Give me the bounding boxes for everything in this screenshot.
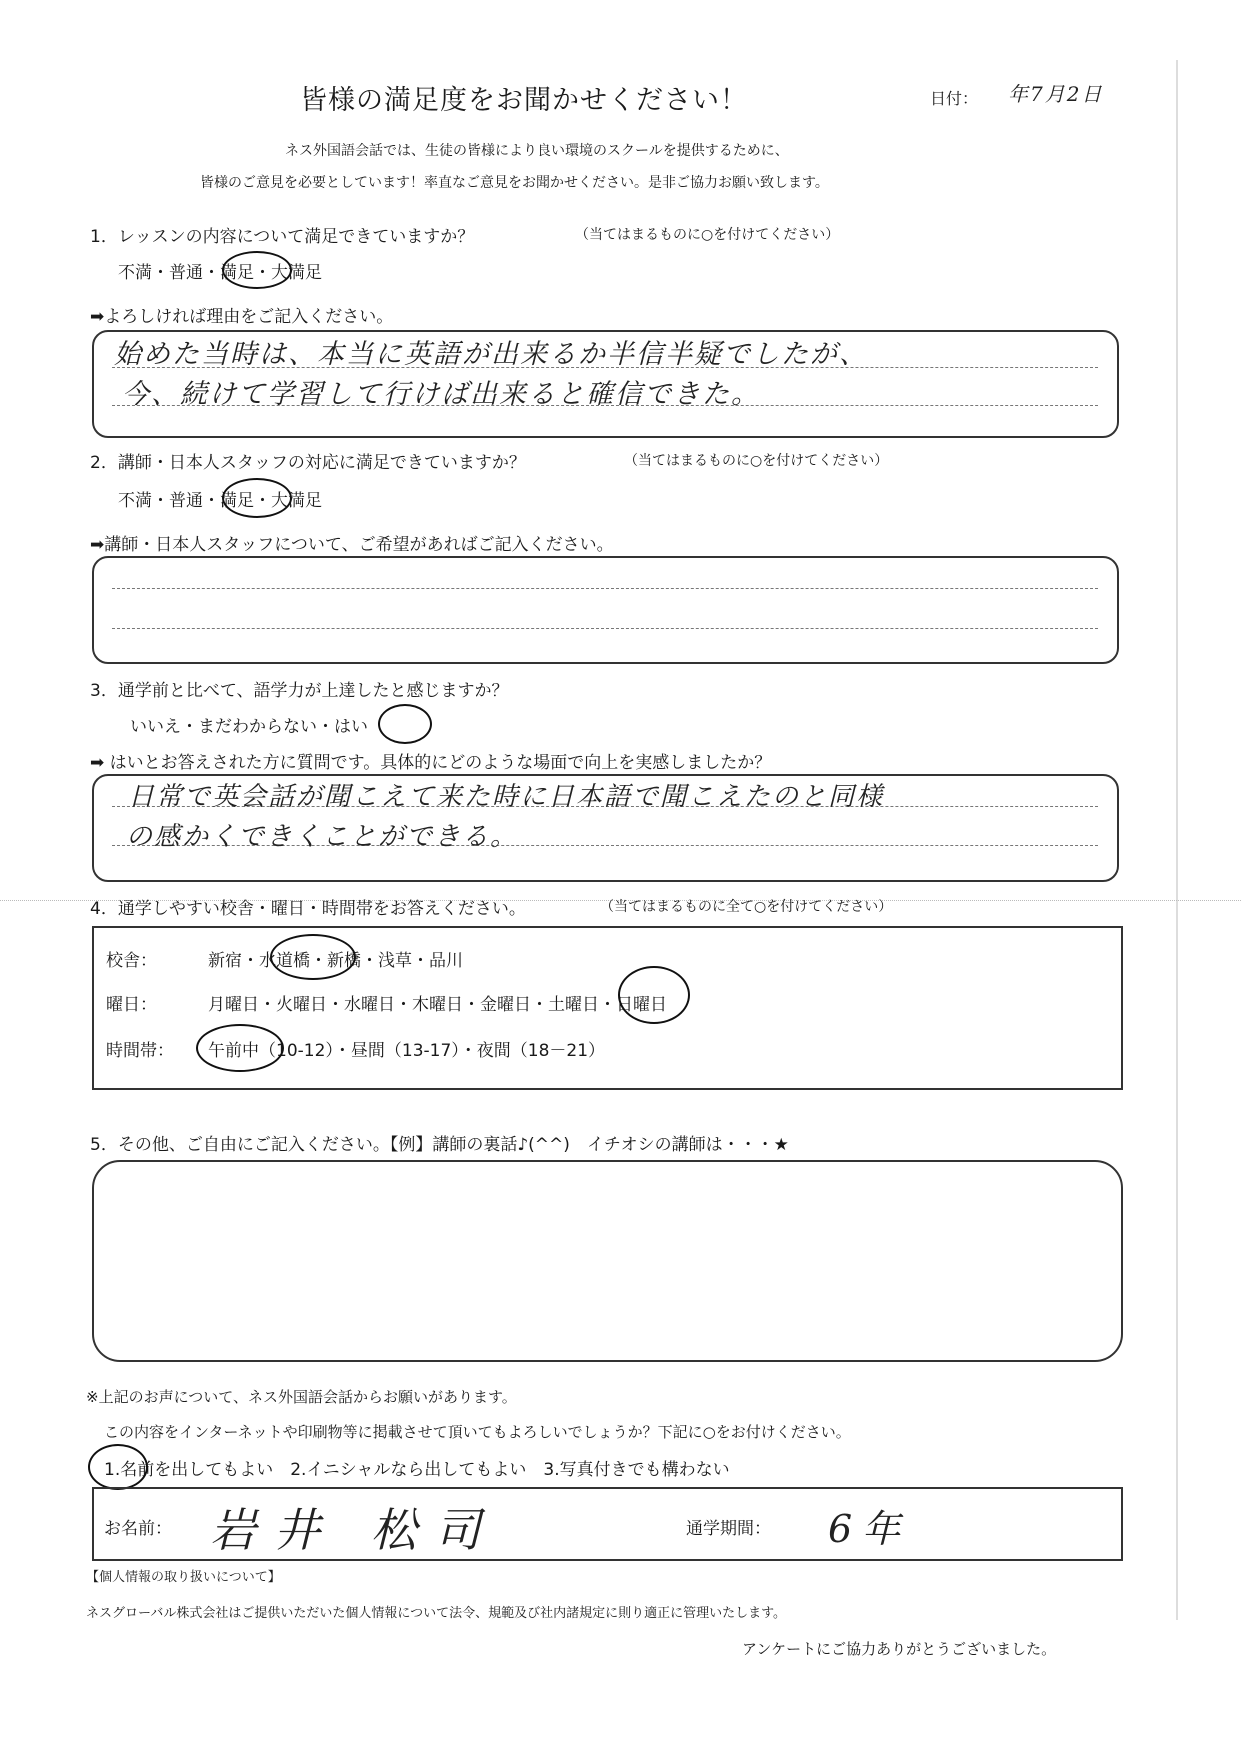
- q2-line-1: [112, 588, 1098, 589]
- privacy-text: ネスグローバル株式会社はご提供いただいた個人情報について法令、規範及び社内諸規定に則り適正に管理いたします。: [86, 1606, 787, 1621]
- q2-answer-box[interactable]: [92, 556, 1119, 664]
- q4-day-selected-circle: [618, 966, 690, 1024]
- q3-followup: ➡ はいとお答えされた方に質問です。具体的にどのような場面で向上を実感しましたか？: [90, 753, 772, 773]
- q1-answer-line-1: 始めた当時は、本当に英語が出来るか半信半疑でしたが、: [114, 339, 868, 370]
- thanks-message: アンケートにご協力ありがとうございました。: [742, 1640, 1057, 1658]
- q3-question: 3．通学前と比べて、語学力が上達したと感じますか？: [90, 681, 509, 701]
- date-label: 日付：: [930, 89, 979, 108]
- period-value[interactable]: 6年: [828, 1507, 911, 1551]
- date-value: 年7月2日: [1008, 82, 1104, 106]
- q5-question: 5．その他、ご自由にご記入ください。【例】講師の裏話♪(^^) イチオシの講師は・・・★: [90, 1135, 789, 1155]
- consent-note: ※上記のお声について、ネス外国語会話からお願いがあります。: [86, 1388, 517, 1406]
- q1-note: （当てはまるものに○を付けてください）: [575, 227, 840, 243]
- q2-question: 2．講師・日本人スタッフの対応に満足できていますか？: [90, 453, 526, 473]
- q5-answer-box[interactable]: [92, 1160, 1123, 1362]
- q1-options[interactable]: 不満・普通・満足・大満足: [118, 263, 322, 283]
- q2-options[interactable]: 不満・普通・満足・大満足: [118, 491, 322, 511]
- q3-answer-line-1: 日常で英会話が聞こえて来た時に日本語で聞こえたのと同様: [128, 782, 885, 812]
- intro-line-1: ネス外国語会話では、生徒の皆様により良い環境のスクールを提供するために、: [285, 143, 789, 159]
- privacy-heading: 【個人情報の取り扱いについて】: [86, 1570, 281, 1585]
- q3-answer-line-2: の感かくできくことができる。: [126, 822, 519, 852]
- q4-school-options[interactable]: 新宿・水道橋・新橋・浅草・品川: [208, 951, 463, 971]
- q1-followup: ➡よろしければ理由をご記入ください。: [90, 307, 394, 327]
- q4-day-options[interactable]: 月曜日・火曜日・水曜日・木曜日・金曜日・土曜日・日曜日: [208, 995, 667, 1015]
- q2-line-2: [112, 628, 1098, 629]
- q4-school-label: 校舎：: [106, 951, 157, 971]
- name-value[interactable]: 岩井 松司: [210, 1503, 499, 1557]
- intro-line-2: 皆様のご意見を必要としています！率直なご意見をお聞かせください。是非ご協力お願い致します。: [200, 175, 829, 191]
- page-edge: [1176, 60, 1178, 1620]
- q2-followup: ➡講師・日本人スタッフについて、ご希望があればご記入ください。: [90, 535, 614, 555]
- q2-note: （当てはまるものに○を付けてください）: [624, 453, 889, 469]
- q4-day-label: 曜日：: [106, 995, 157, 1015]
- q3-selected-circle: [378, 704, 432, 744]
- q4-time-options[interactable]: 午前中（10-12）・昼間（13-17）・夜間（18－21）: [208, 1041, 606, 1061]
- q2-selected-circle: [222, 478, 292, 518]
- period-label: 通学期間：: [686, 1519, 771, 1539]
- q1-question: 1．レッスンの内容について満足できていますか？: [90, 227, 475, 247]
- consent-options[interactable]: 1.名前を出してもよい 2.イニシャルなら出してもよい 3.写真付きでも構わない: [104, 1460, 730, 1480]
- consent-selected-circle: [88, 1444, 148, 1490]
- name-label: お名前：: [104, 1519, 172, 1539]
- page-title: 皆様の満足度をお聞かせください！: [300, 85, 748, 116]
- q3-options[interactable]: いいえ・まだわからない・はい: [130, 717, 368, 737]
- q1-selected-circle: [222, 251, 292, 289]
- q4-school-selected-circle: [270, 934, 356, 980]
- q4-note: （当てはまるものに全て○を付けてください）: [600, 899, 893, 915]
- q4-time-label: 時間帯：: [106, 1041, 174, 1061]
- consent-request: この内容をインターネットや印刷物等に掲載させて頂いてもよろしいでしょうか？下記に○をお付けください。: [104, 1423, 851, 1441]
- q4-time-selected-circle: [196, 1024, 284, 1072]
- q1-answer-line-2: 今、続けて学習して行けば出来ると確信できた。: [122, 379, 760, 410]
- q4-question: 4．通学しやすい校舎・曜日・時間帯をお答えください。: [90, 899, 526, 919]
